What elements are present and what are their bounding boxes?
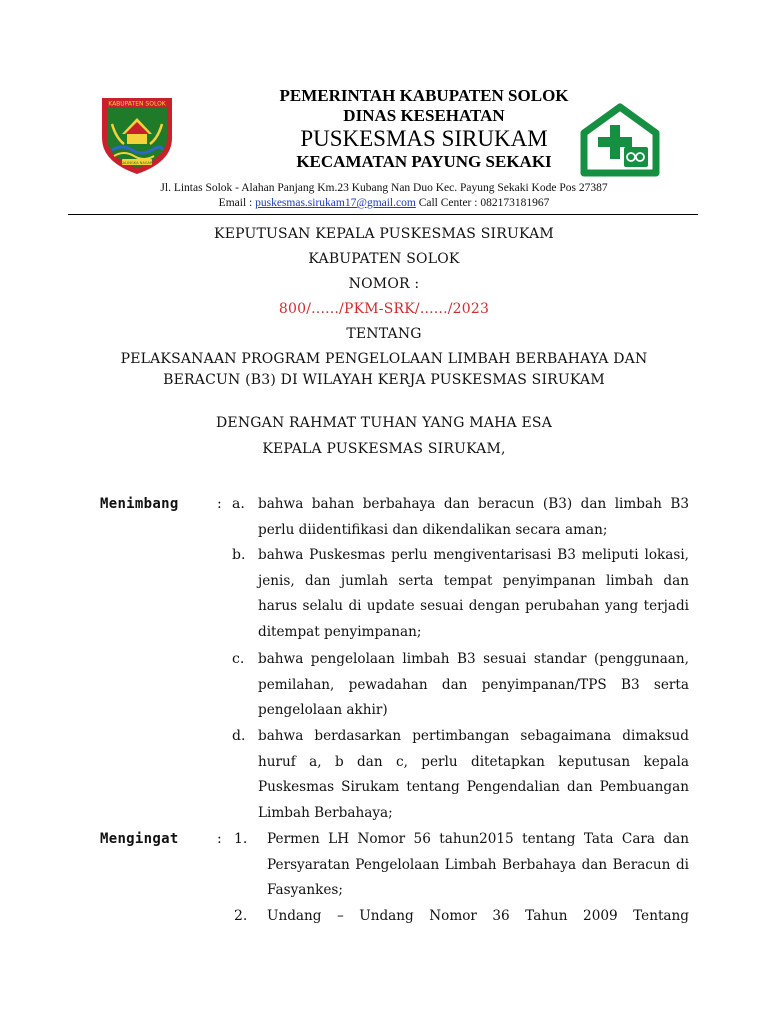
call-center: Call Center : 082173181967 [415, 197, 550, 209]
mengingat-item-1: Permen LH Nomor 56 tahun2015 tentang Tata Cara dan Persyaratan Pengelolaan Limbah Berbahaya dan Beracun di Fasyankes; [267, 831, 689, 899]
email-label: Email : [218, 197, 256, 209]
decree-subject-line2: BERACUN (B3) DI WILAYAH KERJA PUSKESMAS SIRUKAM [163, 372, 605, 388]
district-name: KECAMATAN PAYUNG SEKAKI [296, 152, 552, 171]
menimbang-item-b: bahwa Puskesmas perlu mengiventarisasi B3 meliputi lokasi, jenis, dan jumlah serta tempat penyimpanan limbah dan harus selalu di update sesuai dengan perubahan yang terjadi ditempat penyimpanan; [258, 547, 689, 640]
decree-head: KEPALA PUSKESMAS SIRUKAM, [262, 441, 506, 457]
menimbang-label: Menimbang [100, 496, 179, 512]
menimbang-item-c: bahwa pengelolaan limbah B3 sesuai standar (penggunaan, pemilahan, pewadahan dan penyimpanan/TPS B3 serta pengelolaan akhir) [258, 651, 689, 719]
mengingat-label: Mengingat [100, 831, 179, 847]
kabupaten-solok-emblem-icon [96, 94, 178, 176]
menimbang-marker-d: d. [232, 728, 246, 744]
decree-title: KEPUTUSAN KEPALA PUSKESMAS SIRUKAM [214, 226, 554, 242]
menimbang-marker-c: c. [232, 651, 245, 667]
menimbang-marker-b: b. [232, 547, 246, 563]
menimbang-marker-a: a. [232, 496, 245, 512]
mengingat-colon: : [217, 831, 222, 847]
email-link[interactable]: puskesmas.sirukam17@gmail.com [255, 197, 416, 209]
decree-grace: DENGAN RAHMAT TUHAN YANG MAHA ESA [215, 415, 553, 431]
puskesmas-name: PUSKESMAS SIRUKAM [300, 126, 548, 151]
mengingat-marker-1: 1. [234, 831, 248, 847]
menimbang-item-d: bahwa berdasarkan pertimbangan sebagaimana dimaksud huruf a, b dan c, perlu ditetapkan keputusan kepala Puskesmas Sirukam tentang Pengendalian dan Pembuangan Limbah Berbahaya; [258, 728, 689, 821]
decree-regency: KABUPATEN SOLOK [308, 251, 460, 267]
header-rule [68, 214, 698, 215]
letterhead [0, 0, 768, 222]
mengingat-item-2: Undang – Undang Nomor 36 Tahun 2009 Tentang [267, 908, 689, 924]
mengingat-marker-2: 2. [234, 908, 248, 924]
menimbang-item-a: bahwa bahan berbahaya dan beracun (B3) dan limbah B3 perlu diidentifikasi dan dikendalikan secara aman; [258, 496, 689, 538]
decree-about: TENTANG [346, 326, 422, 342]
decree-number-label: NOMOR : [348, 276, 420, 292]
office-name: DINAS KESEHATAN [343, 106, 505, 125]
office-address: Jl. Lintas Solok - Alahan Panjang Km.23 Kubang Nan Duo Kec. Payung Sekaki Kode Pos 27387 [160, 182, 608, 194]
decree-number: 800/....../PKM-SRK/....../2023 [278, 301, 490, 317]
decree-subject-line1: PELAKSANAAN PROGRAM PENGELOLAAN LIMBAH BERBAHAYA DAN [120, 351, 648, 367]
puskesmas-logo-icon [580, 103, 660, 177]
menimbang-colon: : [217, 496, 222, 512]
gov-name: PEMERINTAH KABUPATEN SOLOK [279, 86, 569, 105]
contact-line [0, 197, 768, 209]
emblem-ribbon-text: SALINGKA NAGARI [120, 161, 154, 165]
emblem-top-text: KABUPATEN SOLOK [108, 100, 166, 108]
